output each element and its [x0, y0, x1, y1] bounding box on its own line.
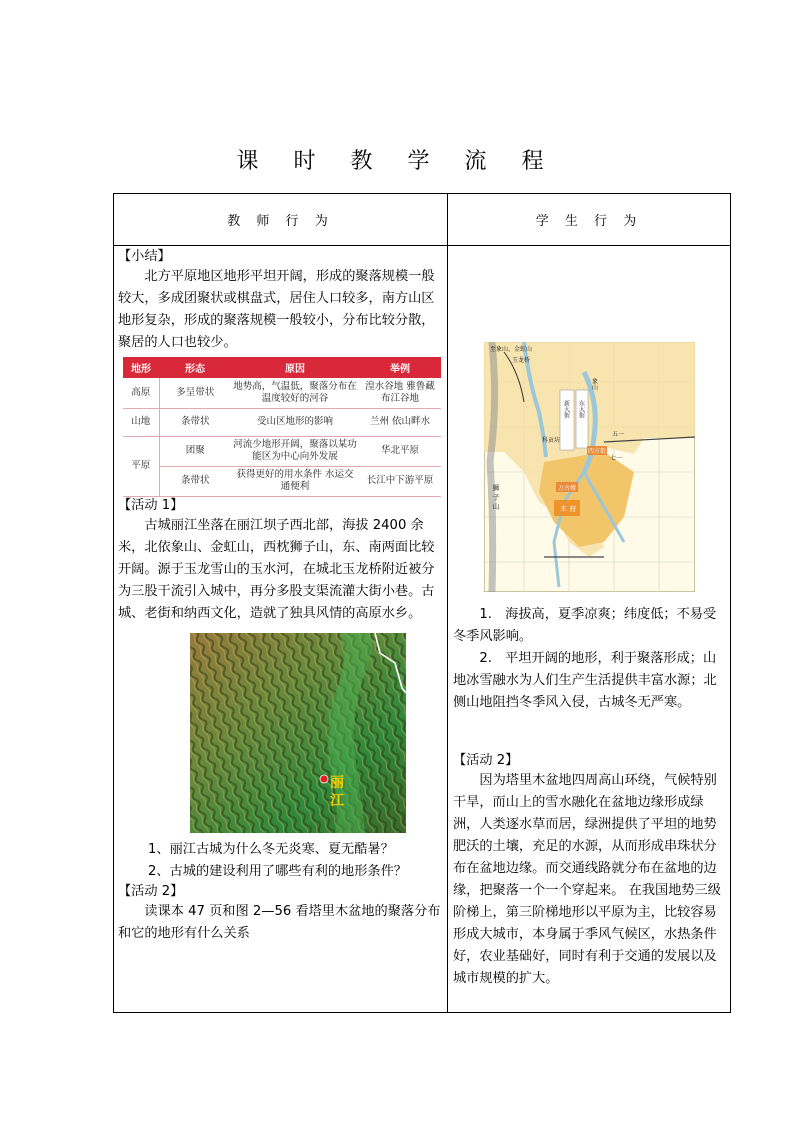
lijiang-town-map: [484, 342, 695, 592]
student-column: [448, 246, 731, 1013]
settlement-table: [123, 357, 441, 497]
table-header-form: 形态: [159, 357, 231, 378]
map-label-wuyi: 五一: [612, 431, 625, 438]
map-label-mufu: 木 府: [560, 505, 577, 513]
table-cell: 河流少地形开阔，聚落以某功能区为中心向外发展: [231, 436, 359, 466]
map-label-qiyi: 七一: [610, 455, 623, 462]
table-cell: 山地: [123, 408, 159, 436]
map-label-shizishan: 狮 子 山: [492, 484, 500, 510]
table-cell: 华北平原: [359, 436, 441, 466]
summary-tag: 【小结】: [118, 249, 171, 264]
table-cell: 平原: [123, 436, 159, 496]
map-label-dongda: 东大街: [577, 400, 585, 418]
page-title: 课 时 教 学 流 程: [236, 149, 558, 174]
lijiang-label-2: 江: [330, 792, 344, 809]
table-cell: 地势高，气温低，聚落分布在温度较好的河谷: [231, 378, 359, 408]
map-label-keguan: 科贡坊: [542, 437, 561, 444]
table-cell: 长江中下游平原: [359, 466, 441, 496]
map-label-jade: 玉龙桥: [512, 357, 531, 364]
answer-2: 2. 平坦开阔的地形，利于聚落形成；山地冰雪融水为人们生产生活提供丰富水源；北侧山地阻挡冬季风入侵，古城冬无严寒。: [453, 651, 717, 710]
table-cell: 高原: [123, 378, 159, 408]
question-2: 2、古城的建设利用了哪些有利的地形条件？: [148, 863, 407, 879]
map-label-xiangshan: 象山: [590, 378, 598, 390]
map-label-xinda: 新大街: [562, 400, 570, 418]
table-cell: 受山区地形的影响: [231, 408, 359, 436]
teacher-column: [114, 246, 448, 1013]
activity2-tag-student: 【活动 2】: [453, 753, 519, 768]
activity2-text-teacher: 读课本 47 页和图 2—56 看塔里木盆地的聚落分布和它的地形有什么关系: [118, 903, 441, 941]
table-cell: 多呈带状: [159, 378, 231, 408]
map-label-sifangjie: 四方街: [588, 448, 607, 455]
student-header: 学 生 行 为: [448, 194, 731, 246]
table-cell: 湟水谷地 雅鲁藏布江谷地: [359, 378, 441, 408]
map-label-wanguilou: 万古楼: [558, 485, 577, 492]
question-1: 1、丽江古城为什么冬无炎寒、夏无酷暑？: [148, 841, 394, 857]
table-header-reason: 原因: [231, 357, 359, 378]
answer-1: 1. 海拔高，夏季凉爽；纬度低；不易受冬季风影响。: [453, 607, 717, 644]
lesson-flow-table: [113, 193, 731, 1013]
activity1-text: 古城丽江坐落在丽江坝子西北部，海拔 2400 余米，北依象山、金虹山，西枕狮子山，东、南两面比较开阔。源于玉龙雪山的玉水河，在城北玉龙桥附近被分为三股干流引入城中，再分多股支渠流灌大街小巷。古城、老街和纳西文化，造就了独具风情的高原水乡。: [118, 517, 435, 621]
table-cell: 兰州 依山畔水: [359, 408, 441, 436]
activity2-text-student: 因为塔里木盆地四周高山环绕，气候特别干旱，而山上的雪水融化在盆地边缘形成绿洲，人类逐水草而居，绿洲提供了平坦的地势肥沃的土壤，充足的水源，从而形成串珠状分布在盆地边缘。而交通线路就分布在盆地的边缘，把聚落一个一个穿起来。 在我国地势三级阶梯上，第三阶梯地形以平原为主，比较容易形成大城市，本身属于季风气候区，水热条件好，农业基础好，同时有利于交通的发展以及城市规模的扩大。: [453, 773, 721, 986]
map-label-top: 至象山、金虹山: [490, 346, 533, 353]
summary-text: 北方平原地区地形平坦开阔，形成的聚落规模一般较大，多成团聚状或棋盘式，居住人口较多，南方山区地形复杂，形成的聚落规模一般较小，分布比较分散，聚居的人口也较少。: [118, 269, 435, 350]
teacher-header: 教 师 行 为: [114, 194, 448, 246]
table-header-example: 举例: [359, 357, 441, 378]
activity2-tag-teacher: 【活动 2】: [118, 883, 184, 899]
lijiang-label: 丽: [330, 774, 344, 791]
table-cell: 团聚: [159, 436, 231, 466]
activity1-tag: 【活动 1】: [118, 497, 184, 513]
table-cell: 获得更好的用水条件 水运交通便利: [231, 466, 359, 496]
table-cell: 条带状: [159, 466, 231, 496]
table-header-terrain: 地形: [123, 357, 159, 378]
table-cell: 条带状: [159, 408, 231, 436]
terrain-map-image: [190, 633, 406, 833]
